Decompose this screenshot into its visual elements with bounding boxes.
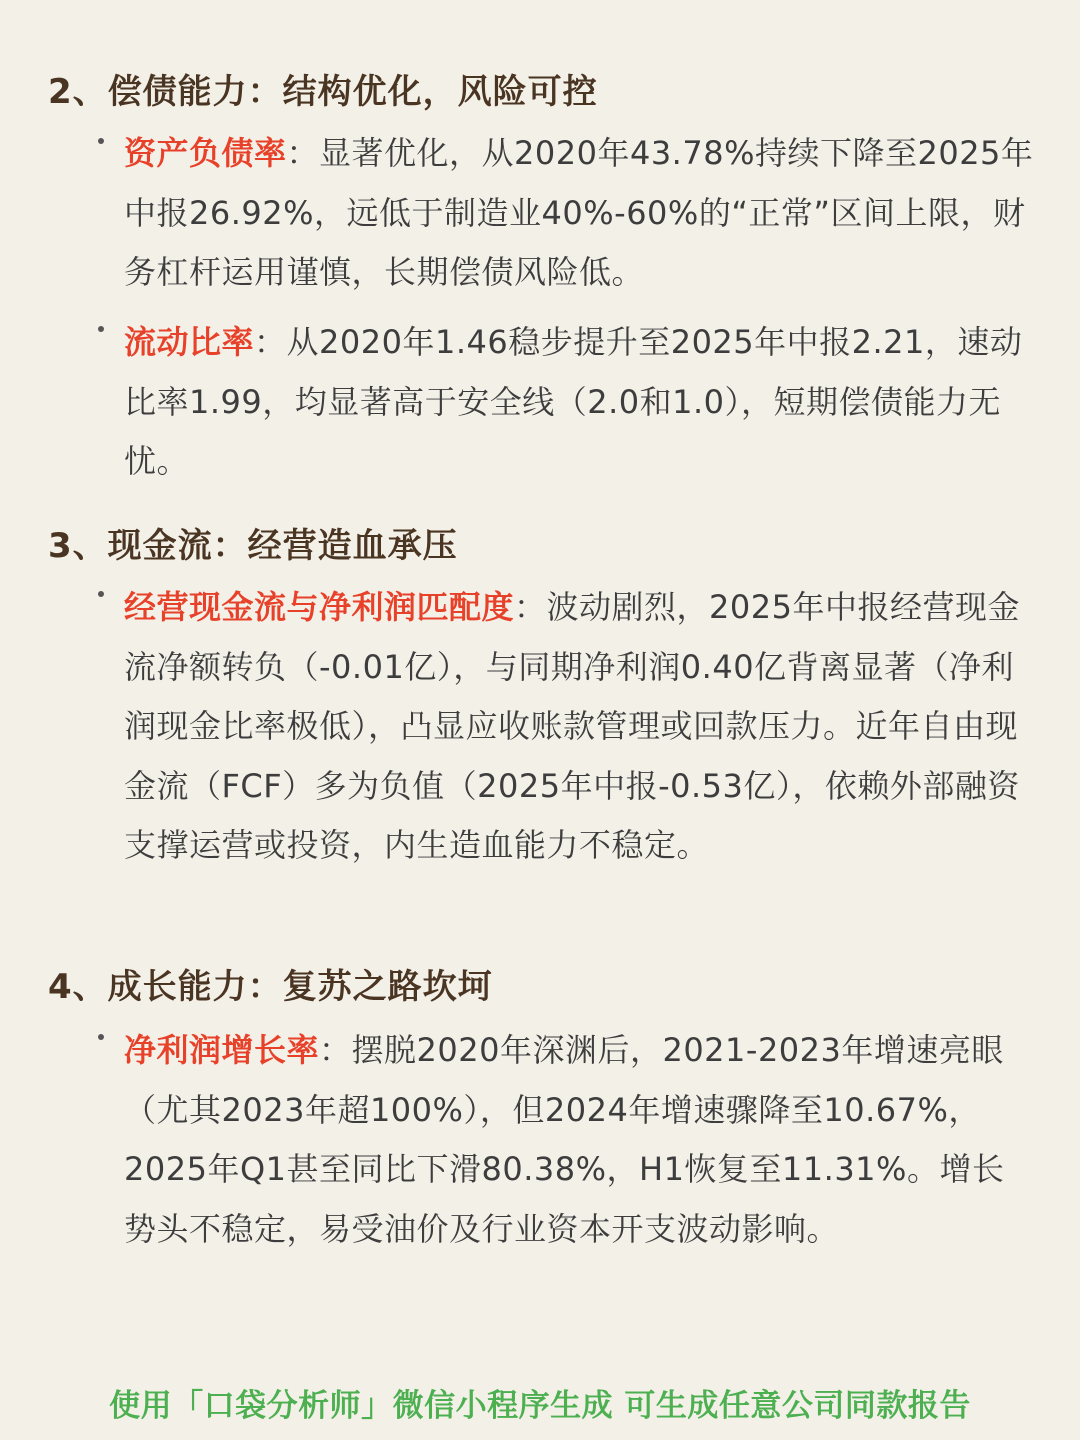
section-title-solvency: 2、偿债能力：结构优化，风险可控	[48, 72, 598, 112]
bullet-icon	[96, 1030, 108, 1042]
item-key: 经营现金流与净利润匹配度	[124, 588, 515, 626]
item-key: 资产负债率	[124, 134, 287, 172]
item-text: ：波动剧烈，2025年中报经营现金流净额转负（-0.01亿），与同期净利润0.40亿背离显著（净利润现金比率极低），凸显应收账款管理或回款压力。近年自由现金流（FCF）多为负值（2025年中报-0.53亿），依赖外部融资支撑运营或投资，内生造血能力不稳定。	[124, 588, 1020, 864]
list-item-net-profit-growth	[124, 1021, 1034, 1259]
item-key: 流动比率	[124, 323, 255, 361]
bullet-icon	[96, 134, 108, 146]
list-item-debt-ratio	[124, 124, 1034, 303]
section-title-cashflow: 3、现金流：经营造血承压	[48, 526, 458, 566]
footer-promo: 使用「口袋分析师」微信小程序生成 可生成任意公司同款报告	[109, 1388, 971, 1424]
list-item-current-ratio	[124, 313, 1034, 492]
item-key: 净利润增长率	[124, 1031, 320, 1069]
list-item-cashflow-match	[124, 578, 1034, 876]
item-text: ：从2020年1.46稳步提升至2025年中报2.21，速动比率1.99，均显著高于安全线（2.0和1.0），短期偿债能力无忧。	[124, 323, 1023, 480]
bullet-icon	[96, 587, 108, 599]
item-text: ：显著优化，从2020年43.78%持续下降至2025年中报26.92%，远低于制造业40%-60%的“正常”区间上限，财务杠杆运用谨慎，长期偿债风险低。	[124, 134, 1034, 291]
section-title-growth: 4、成长能力：复苏之路坎坷	[48, 967, 493, 1007]
item-text: ：摆脱2020年深渊后，2021-2023年增速亮眼（尤其2023年超100%），但2024年增速骤降至10.67%，2025年Q1甚至同比下滑80.38%，H1恢复至11.31%。增长势头不稳定，易受油价及行业资本开支波动影响。	[124, 1031, 1005, 1248]
bullet-icon	[96, 322, 108, 334]
